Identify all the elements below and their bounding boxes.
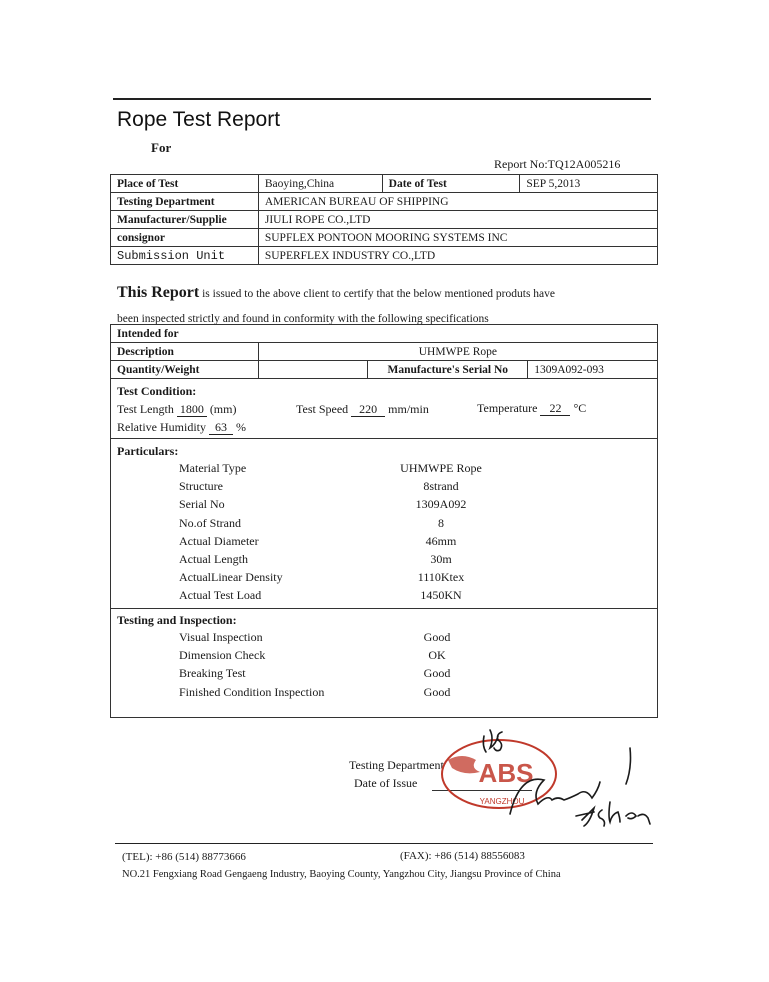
submission-label: Submission Unit [111, 247, 259, 265]
signoff-dept-label: Testing Department [349, 758, 444, 772]
table-row [111, 361, 658, 379]
test-length-unit: (mm) [209, 402, 237, 416]
table-row [111, 325, 658, 343]
date-label: Date of Test [382, 175, 520, 193]
inspection-title: Testing and Inspection: [117, 613, 237, 627]
test-length-value: 1800 [177, 403, 207, 417]
table-row [111, 229, 658, 247]
stamp-text: ABS [478, 758, 534, 788]
submission-value: SUPERFLEX INDUSTRY CO.,LTD [258, 247, 657, 265]
row-label: Actual Diameter [179, 533, 259, 548]
top-rule [113, 98, 651, 100]
humidity-value: 63 [209, 421, 233, 435]
row-label: Breaking Test [179, 666, 246, 681]
test-length [117, 402, 236, 417]
description-value: UHMWPE Rope [258, 343, 657, 361]
temperature-unit: °C [573, 401, 587, 415]
humidity [117, 420, 246, 435]
stamp-subtext: YANGZHOU [479, 797, 525, 806]
row-value: 8strand [423, 479, 459, 494]
report-number: Report No:TQ12A005216 [494, 157, 621, 171]
row-label: ActualLinear Density [179, 570, 283, 585]
row-label: Visual Inspection [179, 630, 263, 644]
table-row [111, 343, 658, 361]
for-label: For [151, 140, 172, 155]
row-label: Material Type [179, 461, 247, 475]
humidity-label: Relative Humidity [117, 420, 206, 434]
spec-table [110, 324, 658, 379]
row-value: 8 [438, 515, 444, 530]
footer-address: NO.21 Fengxiang Road Gengaeng Industry, Baoying County, Yangzhou City, Jiangsu Province of China [122, 869, 561, 880]
row-value: UHMWPE Rope [400, 461, 482, 475]
quantity-label: Quantity/Weight [111, 361, 259, 379]
row-value: 1450KN [420, 588, 462, 603]
statement-line-1: is issued to the above client to certify that the below mentioned produts have [202, 288, 556, 300]
footer-tel: (TEL): +86 (514) 88773666 [122, 851, 246, 863]
test-speed [296, 402, 429, 417]
temperature [477, 401, 586, 416]
date-value: SEP 5,2013 [520, 175, 658, 193]
dept-label: Testing Department [111, 193, 259, 211]
page-title: Rope Test Report [117, 108, 281, 131]
serial-label: Manufacture's Serial No [368, 361, 528, 379]
intended-label: Intended for [111, 325, 658, 343]
row-value: Good [423, 666, 451, 681]
manufacturer-label: Manufacturer/Supplie [111, 211, 259, 229]
test-speed-value: 220 [351, 403, 385, 417]
test-speed-label: Test Speed [296, 402, 349, 416]
place-label: Place of Test [111, 175, 259, 193]
row-label: No.of Strand [179, 515, 241, 530]
row-value: Good [423, 630, 451, 644]
particulars-title: Particulars: [117, 444, 179, 458]
serial-value: 1309A092-093 [528, 361, 658, 379]
consignor-label: consignor [111, 229, 259, 247]
place-value: Baoying,China [258, 175, 382, 193]
table-row [111, 247, 658, 265]
temperature-label: Temperature [477, 401, 538, 415]
table-row [111, 211, 658, 229]
row-value: 46mm [425, 533, 457, 548]
row-label: Actual Test Load [179, 588, 262, 603]
signoff-issue-label: Date of Issue [354, 776, 418, 790]
statement-line-2: been inspected strictly and found in conformity with the following specifications [117, 313, 489, 325]
table-row [111, 193, 658, 211]
header-info-table [110, 174, 658, 265]
table-row [111, 175, 658, 193]
row-value: OK [428, 648, 446, 663]
row-label: Structure [179, 479, 223, 494]
row-value: 30m [430, 552, 452, 566]
handwritten-signature [470, 724, 670, 834]
footer-fax: (FAX): +86 (514) 88556083 [400, 850, 525, 862]
temperature-value: 22 [540, 402, 570, 416]
row-label: Serial No [179, 497, 225, 512]
row-label: Actual Length [179, 552, 248, 566]
row-label: Dimension Check [179, 648, 266, 663]
row-label: Finished Condition Inspection [179, 684, 325, 699]
description-label: Description [111, 343, 259, 361]
footer-rule [115, 843, 653, 844]
manufacturer-value: JIULI ROPE CO.,LTD [258, 211, 657, 229]
statement-bold: This Report [117, 284, 200, 301]
consignor-value: SUPFLEX PONTOON MOORING SYSTEMS INC [258, 229, 657, 247]
row-value: Good [423, 684, 451, 699]
test-length-label: Test Length [117, 402, 174, 416]
humidity-unit: % [236, 420, 246, 434]
test-condition-title: Test Condition: [117, 384, 197, 398]
quantity-value [258, 361, 368, 379]
row-value: 1309A092 [415, 497, 467, 512]
dept-value: AMERICAN BUREAU OF SHIPPING [258, 193, 657, 211]
test-speed-unit: mm/min [388, 402, 429, 416]
row-value: 1110Ktex [417, 570, 465, 585]
